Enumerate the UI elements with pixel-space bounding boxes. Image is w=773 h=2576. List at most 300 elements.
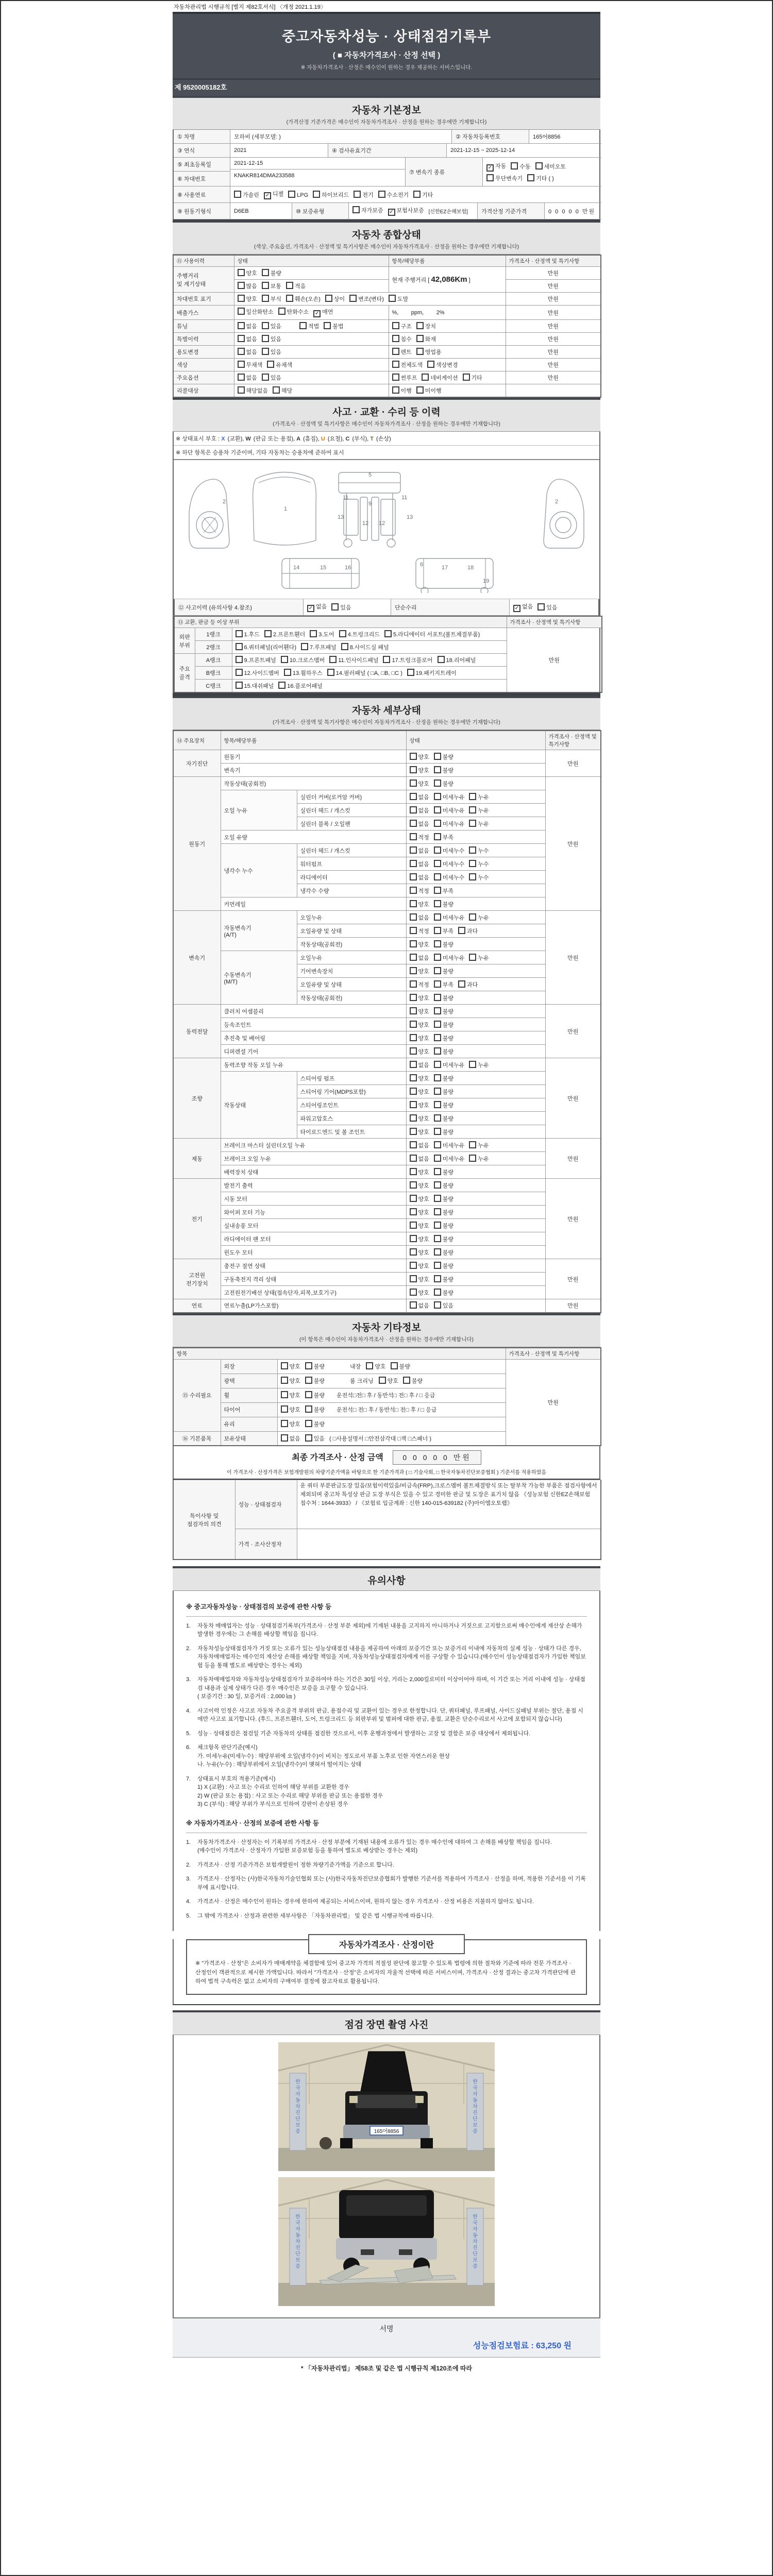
- table-row: [173, 1165, 601, 1179]
- checkbox-양호[interactable]: 양호: [410, 1047, 429, 1056]
- item-label: 스티어링 기어(MDPS포함): [297, 1085, 406, 1098]
- item-label: 파워고압호스: [297, 1112, 406, 1125]
- checkbox-미세누유[interactable]: 미세누유: [434, 820, 465, 828]
- checkbox-8.사이드실 패널[interactable]: 8.사이드실 패널: [341, 643, 389, 651]
- section-summary: [173, 221, 600, 255]
- checkbox-없음[interactable]: 없음: [410, 846, 429, 855]
- section-title: 자동차 세부상태: [352, 705, 421, 716]
- checkbox-해당[interactable]: 해당: [273, 386, 292, 395]
- checkbox-19.패키지트레이[interactable]: 19.패키지트레이: [407, 669, 457, 677]
- panel-items: [232, 667, 507, 680]
- checkbox-일산화탄소[interactable]: 일산화탄소: [238, 308, 274, 316]
- checkbox-불량[interactable]: 불량: [305, 1405, 325, 1414]
- checkbox-없음[interactable]: 없음: [410, 873, 429, 882]
- checkbox-양호[interactable]: 양호: [410, 1248, 429, 1257]
- checkbox-12.사이드멤버[interactable]: 12.사이드멤버: [236, 669, 279, 677]
- checkbox-3.도어[interactable]: 3.도어: [310, 630, 334, 638]
- price-cell: 만원: [545, 1179, 601, 1259]
- item-label: 윈도우 모터: [221, 1246, 406, 1259]
- checkbox-없음[interactable]: 없음: [410, 1155, 429, 1163]
- checkbox-훼손(오손)[interactable]: 훼손(오손): [286, 295, 321, 303]
- checkbox-양호[interactable]: 양호: [238, 269, 257, 277]
- checkbox-부족[interactable]: 부족: [434, 980, 453, 989]
- checkbox-없음[interactable]: 없음: [410, 913, 429, 922]
- item-label: 워터펌프: [297, 857, 406, 871]
- checkbox-장치[interactable]: 장치: [416, 322, 436, 330]
- checkbox-1.후드[interactable]: 1.후드: [236, 630, 260, 638]
- checkbox-양호[interactable]: 양호: [410, 994, 429, 1002]
- summary-table: [173, 255, 601, 398]
- panel-group: 외판 부위: [174, 628, 195, 654]
- item-label: 배력장치 상태: [221, 1165, 406, 1179]
- checkbox-자가보증[interactable]: 자가보증: [352, 206, 383, 214]
- item-status: [406, 1259, 545, 1273]
- checkbox-양호[interactable]: 양호: [366, 1362, 385, 1370]
- item-status: [406, 1219, 545, 1232]
- checkbox-있음[interactable]: 있음: [262, 322, 281, 330]
- checkbox-양호[interactable]: 양호: [410, 1021, 429, 1029]
- status-symbol-legend: ※ 상태표시 부호 : X (교환), W (판금 또는 용접), A (흠집), U (요철), C (부식), T (손상): [174, 432, 599, 446]
- checkbox-탄화수소[interactable]: 탄화수소: [278, 308, 309, 316]
- checkbox-양호[interactable]: 양호: [410, 967, 429, 975]
- checkbox-누유[interactable]: 누유: [469, 1141, 489, 1149]
- table-row: [173, 1005, 601, 1018]
- checkbox-양호[interactable]: 양호: [410, 1275, 429, 1283]
- field-label-fuel: ⑧ 사용연료: [174, 187, 230, 203]
- checkbox-17.트렁크플로어[interactable]: 17.트렁크플로어: [383, 656, 432, 664]
- checkbox-디젤[interactable]: ✓ 디젤: [264, 190, 283, 199]
- table-row: [173, 1359, 601, 1374]
- checkbox-영업용[interactable]: 영업용: [416, 348, 442, 356]
- checkbox-15.대쉬패널[interactable]: 15.대쉬패널: [236, 682, 274, 690]
- row-label: 배출가스: [173, 306, 234, 320]
- checkbox-전기[interactable]: 전기: [354, 191, 373, 199]
- checkbox-5.라디에이터 서포트(볼트체결부품)[interactable]: 5.라디에이터 서포트(볼트체결부품): [384, 630, 480, 638]
- checkbox-14.필러패널 ( □A, □B, □C )[interactable]: 14.필러패널 ( □A, □B, □C ): [327, 669, 402, 677]
- checkbox-양호[interactable]: 양호: [410, 1208, 429, 1216]
- device-group: 원동기: [173, 777, 221, 911]
- checkbox-불량[interactable]: 불량: [434, 1248, 453, 1257]
- checkbox-미세누유[interactable]: 미세누유: [434, 1155, 465, 1163]
- checkbox-불량[interactable]: 불량: [434, 1262, 453, 1270]
- checkbox-불량[interactable]: 불량: [434, 1088, 453, 1096]
- checkbox-불량[interactable]: 불량: [434, 1128, 453, 1136]
- checkbox-불량[interactable]: 불량: [434, 1275, 453, 1283]
- checkbox-부족[interactable]: 부족: [434, 887, 453, 895]
- item-label: 냉각수 수량: [297, 884, 406, 897]
- price-definition-title: 자동차가격조사 · 산정이란: [308, 1934, 465, 1954]
- checkbox-불량[interactable]: 불량: [434, 994, 453, 1002]
- checkbox-양호[interactable]: 양호: [410, 1088, 429, 1096]
- status-cell: [234, 280, 389, 293]
- item-label: 커먼레일: [221, 897, 406, 911]
- item-label: 발전기 출력: [221, 1179, 406, 1192]
- panel-rank: C랭크: [195, 680, 232, 693]
- checkbox-불량[interactable]: 불량: [434, 967, 453, 975]
- checkbox-이행[interactable]: 이행: [392, 386, 412, 395]
- item-label: 작동상태(공회전): [221, 777, 406, 790]
- item-label: 고전원전기배선 상태(접속단자,피복,보호기구): [221, 1286, 406, 1299]
- field-label-warranty-type: ⑩ 보증유형: [292, 203, 349, 219]
- checkbox-불량[interactable]: 불량: [434, 1047, 453, 1056]
- checkbox-미세누유[interactable]: 미세누유: [434, 954, 465, 962]
- checkbox-양호[interactable]: 양호: [410, 1195, 429, 1203]
- checkbox-적정[interactable]: 적정: [410, 833, 429, 841]
- signature-section: [173, 2317, 600, 2358]
- checkbox-양호[interactable]: 양호: [281, 1391, 300, 1399]
- checkbox-양호[interactable]: 양호: [379, 1377, 398, 1385]
- checkbox-7.루프패널[interactable]: 7.루프패널: [301, 643, 337, 651]
- detail-table-container: [173, 730, 600, 1313]
- item-status: [406, 777, 545, 790]
- field-label-inspection-period: ④ 검사유효기간: [328, 144, 447, 158]
- checkbox-불량[interactable]: 불량: [434, 766, 453, 774]
- price-cell: 만원: [506, 267, 601, 280]
- section-notice: [173, 1566, 600, 1591]
- opinion-text: [297, 1529, 601, 1560]
- status-cell: [389, 346, 506, 359]
- checkbox-있음[interactable]: 있음: [262, 335, 281, 343]
- checkbox-누수[interactable]: 누수: [469, 873, 489, 882]
- checkbox-상이[interactable]: 상이: [325, 295, 345, 303]
- checkbox-누유[interactable]: 누유: [469, 820, 489, 828]
- checkbox-불량[interactable]: 불량: [434, 1208, 453, 1216]
- checkbox-보험사보증[interactable]: ✓ 보험사보증: [388, 206, 424, 216]
- item-label: 와이퍼 모터 기능: [221, 1206, 406, 1219]
- checkbox-양호[interactable]: 양호: [410, 1222, 429, 1230]
- notice-item-number: 7.: [186, 1775, 191, 1782]
- price-cell: 만원: [545, 750, 601, 777]
- checkbox-썬루프[interactable]: 썬루프: [392, 374, 417, 382]
- table-row: [173, 293, 601, 306]
- checkbox-침수[interactable]: 침수: [392, 335, 412, 343]
- notice-item-number: 5.: [186, 1730, 191, 1737]
- status-cell: [234, 267, 389, 280]
- checkbox-변조(변타)[interactable]: 변조(변타): [349, 295, 384, 303]
- checkbox-부족[interactable]: 부족: [434, 833, 453, 841]
- checkbox-미세누수[interactable]: 미세누수: [434, 846, 465, 855]
- checkbox-누유[interactable]: 누유: [469, 1061, 489, 1069]
- checkbox-양호[interactable]: 양호: [281, 1362, 300, 1370]
- checkbox-없음[interactable]: 없음: [238, 374, 257, 382]
- checkbox-누유[interactable]: 누유: [469, 1155, 489, 1163]
- form-title: 중고자동차성능 · 상태점검기록부: [281, 29, 492, 44]
- column-header: 상태: [406, 731, 545, 750]
- checkbox-있음[interactable]: 있음: [331, 603, 351, 612]
- table-row: [173, 280, 601, 293]
- checkbox-미세누유[interactable]: 미세누유: [434, 913, 465, 922]
- checkbox-불량[interactable]: 불량: [434, 779, 453, 788]
- checkbox-누유[interactable]: 누유: [469, 913, 489, 922]
- checkbox-기타 ( )[interactable]: 기타 ( ): [527, 174, 554, 182]
- item-status: [406, 884, 545, 897]
- table-row: [173, 1045, 601, 1058]
- checkbox-세미오토[interactable]: 세미오토: [535, 162, 566, 171]
- checkbox-양호[interactable]: 양호: [410, 1034, 429, 1042]
- checkbox-해당없음[interactable]: 해당없음: [238, 386, 268, 395]
- checkbox-불량[interactable]: 불량: [305, 1420, 325, 1428]
- field-value-first-reg: 2021-12-15: [230, 158, 405, 170]
- checkbox-없음[interactable]: 없음: [410, 1301, 429, 1310]
- checkbox-유채색[interactable]: 유채색: [267, 361, 292, 369]
- checkbox-없음[interactable]: 없음: [410, 793, 429, 801]
- checkbox-양호[interactable]: 양호: [410, 1128, 429, 1136]
- checkbox-부족[interactable]: 부족: [434, 927, 453, 935]
- notice-item: [186, 1838, 587, 1855]
- checkbox-수소전기[interactable]: 수소전기: [378, 191, 409, 199]
- checkbox-양호[interactable]: 양호: [410, 1262, 429, 1270]
- checkbox-4.트렁크리드[interactable]: 4.트렁크리드: [339, 630, 380, 638]
- checkbox-미세누수[interactable]: 미세누수: [434, 860, 465, 868]
- checkbox-누수[interactable]: 누수: [469, 846, 489, 855]
- checkbox-많음[interactable]: 많음: [238, 282, 257, 290]
- checkbox-적법[interactable]: 적법: [299, 322, 319, 330]
- checkbox-양호[interactable]: 양호: [410, 1235, 429, 1243]
- checkbox-적음[interactable]: 적음: [286, 282, 306, 290]
- checkbox-양호[interactable]: 양호: [410, 1007, 429, 1015]
- checkbox-누유[interactable]: 누유: [469, 806, 489, 815]
- checkbox-LPG[interactable]: LPG: [288, 191, 308, 198]
- column-header: ⑭ 주요장치: [173, 731, 221, 750]
- checkbox-불량[interactable]: 불량: [305, 1377, 325, 1385]
- checkbox-양호[interactable]: 양호: [238, 295, 257, 303]
- table-header-row: [173, 1348, 601, 1360]
- item-label: 시동 모터: [221, 1192, 406, 1206]
- checkbox-불량[interactable]: 불량: [434, 1289, 453, 1297]
- checkbox-미이행[interactable]: 미이행: [416, 386, 442, 395]
- notice-item-number: 1.: [186, 1839, 191, 1845]
- checkbox-불량[interactable]: 불량: [434, 1101, 453, 1109]
- checkbox-있음[interactable]: 있음: [262, 374, 281, 382]
- repair-label: 외장: [221, 1359, 277, 1374]
- checkbox-불량[interactable]: 불량: [434, 1021, 453, 1029]
- price-cell: 만원: [506, 1359, 601, 1446]
- checkbox-불량[interactable]: 불량: [434, 1074, 453, 1082]
- table-row: [173, 1058, 601, 1072]
- row-label: 특별이력: [173, 333, 234, 346]
- checkbox-전체도색[interactable]: 전체도색: [392, 361, 423, 369]
- field-label-transmission: ⑦ 변속기 종류: [406, 158, 483, 187]
- price-cell: 만원: [506, 306, 601, 320]
- checkbox-불량[interactable]: 불량: [434, 1222, 453, 1230]
- checkbox-13.휠하우스[interactable]: 13.휠하우스: [284, 669, 323, 677]
- device-group: 자기진단: [173, 750, 221, 777]
- checkbox-누수[interactable]: 누수: [469, 860, 489, 868]
- warranty-insurer: [신한EZ손해보험]: [428, 209, 468, 215]
- notice-item-number: 6.: [186, 1744, 191, 1751]
- checkbox-가솔린[interactable]: 가솔린: [234, 191, 259, 199]
- notice-item: [186, 1743, 587, 1769]
- other-table: [173, 1347, 601, 1447]
- checkbox-적정[interactable]: 적정: [410, 887, 429, 895]
- checkbox-없음[interactable]: 없음: [238, 348, 257, 356]
- checkbox-도말[interactable]: 도말: [389, 295, 408, 303]
- checkbox-미세누유[interactable]: 미세누유: [434, 793, 465, 801]
- checkbox-불량[interactable]: 불량: [391, 1362, 410, 1370]
- checkbox-적정[interactable]: 적정: [410, 980, 429, 989]
- checkbox-불법[interactable]: 불법: [324, 322, 343, 330]
- checkbox-불량[interactable]: 불량: [434, 1235, 453, 1243]
- checkbox-불량[interactable]: 불량: [434, 1181, 453, 1190]
- checkbox-불량[interactable]: 불량: [434, 753, 453, 761]
- checkbox-없음[interactable]: 없음: [410, 820, 429, 828]
- panel-items: [232, 680, 507, 693]
- checkbox-미세누유[interactable]: 미세누유: [434, 1141, 465, 1149]
- field-value-vin: KNAKR814DMA233588: [234, 173, 295, 179]
- checkbox-불량[interactable]: 불량: [434, 900, 453, 908]
- checkbox-없음[interactable]: 없음: [410, 806, 429, 815]
- item-status: [406, 1098, 545, 1112]
- checkbox-없음[interactable]: 없음: [410, 954, 429, 962]
- symbol-T: T: [370, 436, 374, 442]
- notice-item: [186, 1861, 587, 1870]
- checkbox-불량[interactable]: 불량: [434, 940, 453, 948]
- checkbox-양호[interactable]: 양호: [410, 766, 429, 774]
- table-row: [173, 1273, 601, 1286]
- item-label: 실린더 헤드 / 개스킷: [297, 844, 406, 857]
- panel-items: [232, 628, 507, 641]
- checkbox-양호[interactable]: 양호: [410, 779, 429, 788]
- checkbox-적정[interactable]: 적정: [410, 927, 429, 935]
- checkbox-수동[interactable]: 수동: [511, 162, 530, 171]
- signature-label: 서명: [379, 2324, 394, 2333]
- checkbox-불량[interactable]: 불량: [434, 1007, 453, 1015]
- checkbox-자동[interactable]: ✓ 자동: [486, 162, 506, 172]
- checkbox-양호[interactable]: 양호: [281, 1420, 300, 1428]
- checkbox-9.프론트패널[interactable]: 9.프론트패널: [236, 656, 276, 664]
- repair-label: 광택: [221, 1374, 277, 1388]
- price-cell: 만원: [506, 346, 601, 359]
- field-value-base-price: 0 0 0 0 0 만원: [545, 203, 601, 219]
- checkbox-매연[interactable]: ✓ 매연: [313, 308, 333, 317]
- checkbox-양호[interactable]: 양호: [410, 1074, 429, 1082]
- checkbox-양호[interactable]: 양호: [410, 753, 429, 761]
- checkbox-11.인사이드패널[interactable]: 11.인사이드패널: [329, 656, 378, 664]
- checkbox-2.프론트휀더[interactable]: 2.프론트휀더: [264, 630, 305, 638]
- checkbox-불량[interactable]: 불량: [305, 1391, 325, 1399]
- status-cell: %, ppm, 2%: [389, 306, 506, 320]
- checkbox-양호[interactable]: 양호: [410, 1168, 429, 1176]
- checkbox-있음[interactable]: 있음: [262, 348, 281, 356]
- checkbox-기타[interactable]: 기타: [413, 191, 433, 199]
- checkbox-있음[interactable]: 있음: [434, 1301, 453, 1310]
- checkbox-없음[interactable]: 없음: [410, 860, 429, 868]
- price-cell: 만원: [545, 1005, 601, 1058]
- checkbox-렌트[interactable]: 렌트: [392, 348, 412, 356]
- repair-group: ⑮ 수리필요: [173, 1359, 221, 1431]
- checkbox-누유[interactable]: 누유: [469, 793, 489, 801]
- checkbox-6.쿼터패널(리어휀다)[interactable]: 6.쿼터패널(리어휀다): [236, 643, 297, 651]
- table-row: [173, 1286, 601, 1299]
- section-accident: [173, 398, 600, 432]
- checkbox-과다[interactable]: 과다: [458, 927, 478, 935]
- table-row: [173, 777, 601, 790]
- status-cell: 현재 주행거리 [ 42,086Km ]: [389, 267, 506, 293]
- checkbox-없음[interactable]: ✓ 없음: [513, 602, 533, 612]
- checkbox-보통[interactable]: 보통: [262, 282, 281, 290]
- section-title: 유의사항: [367, 1575, 406, 1586]
- checkbox-양호[interactable]: 양호: [410, 900, 429, 908]
- checkbox-색상변경[interactable]: 색상변경: [427, 361, 458, 369]
- column-header: 가격조사 · 산정액 및 특기사항: [507, 616, 602, 628]
- final-price-note: 이 가격조사 · 산정가격은 보험개발원의 차량기준가액을 바탕으로 한 기준가격과 ( □ 기술사회, □ 한국자동차진단보증협회 ) 기준서를 적용하였음: [227, 1470, 546, 1476]
- checkbox-없음[interactable]: 없음: [410, 1141, 429, 1149]
- opinion-group: 특이사항 및 점검자의 의견: [173, 1480, 235, 1560]
- field-label-car-name: ① 차명: [174, 130, 230, 144]
- status-cell: [234, 371, 389, 384]
- checkbox-무단변속기[interactable]: 무단변속기: [486, 174, 523, 182]
- checkbox-불량[interactable]: 불량: [434, 1114, 453, 1123]
- checkbox-기타[interactable]: 기타: [463, 374, 482, 382]
- checkbox-16.플로어패널[interactable]: 16.플로어패널: [278, 682, 322, 690]
- price-cell: 만원: [506, 371, 601, 384]
- checkbox-없음[interactable]: 없음: [410, 1061, 429, 1069]
- checkbox-부식[interactable]: 부식: [262, 295, 281, 303]
- symbol-U: U: [321, 436, 325, 442]
- checkbox-없음[interactable]: 없음: [281, 1434, 300, 1443]
- checkbox-있음[interactable]: 있음: [305, 1434, 325, 1443]
- checkbox-누유[interactable]: 누유: [469, 954, 489, 962]
- checkbox-불량[interactable]: 불량: [434, 1195, 453, 1203]
- checkbox-불량[interactable]: 불량: [262, 269, 281, 277]
- checkbox-미세누수[interactable]: 미세누수: [434, 873, 465, 882]
- repair-extra: 운전석□ 전□ 후 / 동반석□ 전□ 후 / □ 응급: [337, 1407, 437, 1413]
- checkbox-양호[interactable]: 양호: [410, 1114, 429, 1123]
- item-label: 타이로드엔드 및 볼 조인트: [297, 1125, 406, 1139]
- checkbox-없음[interactable]: 없음: [238, 335, 257, 343]
- checkbox-무채색[interactable]: 무채색: [238, 361, 263, 369]
- checkbox-양호[interactable]: 양호: [281, 1377, 300, 1385]
- checkbox-없음[interactable]: 없음: [238, 322, 257, 330]
- checkbox-하이브리드[interactable]: 하이브리드: [313, 191, 349, 199]
- checkbox-불량[interactable]: 불량: [403, 1377, 423, 1385]
- checkbox-10.크로스멤버[interactable]: 10.크로스멤버: [281, 656, 325, 664]
- checkbox-불량[interactable]: 불량: [434, 1034, 453, 1042]
- checkbox-없음[interactable]: ✓ 없음: [307, 602, 327, 612]
- checkbox-미세누유[interactable]: 미세누유: [434, 1061, 465, 1069]
- checkbox-화재[interactable]: 화재: [416, 335, 436, 343]
- checkbox-양호[interactable]: 양호: [410, 1181, 429, 1190]
- notice-item-number: 3.: [186, 1676, 191, 1683]
- repair-label: 타이어: [221, 1402, 277, 1417]
- checkbox-양호[interactable]: 양호: [410, 1289, 429, 1297]
- item-label: 충전구 절연 상태: [221, 1259, 406, 1273]
- inspection-photo-rear: [278, 2177, 495, 2306]
- panel-rank: B랭크: [195, 667, 232, 680]
- section-title: 자동차 종합상태: [352, 230, 421, 241]
- price-cell: [506, 384, 601, 398]
- checkbox-양호[interactable]: 양호: [410, 1101, 429, 1109]
- diagram-part-number: 2: [555, 499, 559, 505]
- device-group: 고전원 전기장치: [173, 1259, 221, 1299]
- notice-item-text: 가격조사 · 산정 기준가격은 보험개발원이 정한 차량기준가액을 기준으로 합니다.: [197, 1861, 394, 1868]
- checkbox-있음[interactable]: 있음: [537, 603, 557, 612]
- checkbox-양호[interactable]: 양호: [281, 1405, 300, 1414]
- notice-item: [186, 1875, 587, 1892]
- checkbox-구조[interactable]: 구조: [392, 322, 412, 330]
- item-label: 추진축 및 베어링: [221, 1031, 406, 1045]
- item-status: [406, 1232, 545, 1246]
- checkbox-불량[interactable]: 불량: [305, 1362, 325, 1370]
- checkbox-미세누유[interactable]: 미세누유: [434, 806, 465, 815]
- notice-item-text: 가격조사 · 산정자는 (사)한국자동차기술인협회 또는 (사)한국자동차진단보증협회가 발행한 기준서를 적용하여 가격조사 · 산정을 하며, 적용한 기준서를 이 기록부에 표시합니다.: [197, 1876, 586, 1891]
- checkbox-네비게이션[interactable]: 네비게이션: [422, 374, 458, 382]
- checkbox-과다[interactable]: 과다: [458, 980, 478, 989]
- notice-item-text: 가격조사 · 산정은 매수인이 원하는 경우에 한하여 제공되는 서비스이며, 원하지 않는 경우 가격조사 · 산정 비용은 지불하지 않아도 됩니다.: [197, 1899, 534, 1905]
- checkbox-18.리어패널[interactable]: 18.리어패널: [438, 656, 476, 664]
- checkbox-양호[interactable]: 양호: [410, 940, 429, 948]
- checkbox-불량[interactable]: 불량: [434, 1168, 453, 1176]
